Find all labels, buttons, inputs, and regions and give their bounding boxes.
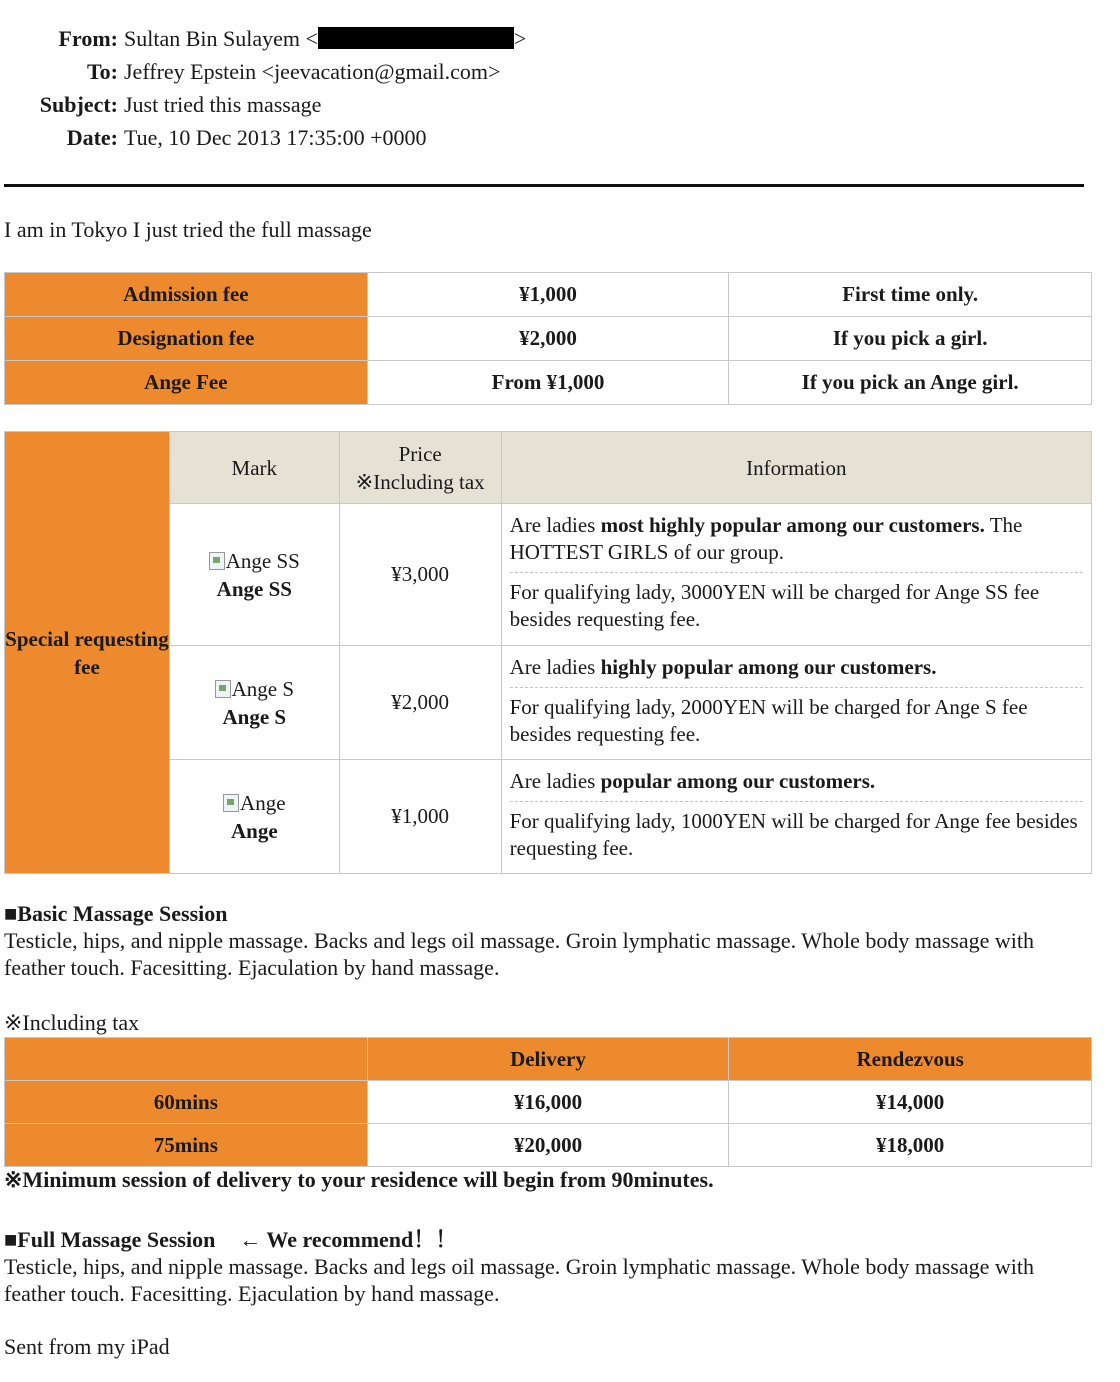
subject-row xyxy=(0,88,526,121)
info-cell xyxy=(501,646,1091,760)
fees-table xyxy=(4,272,1092,405)
basic-heading: ■Basic Massage Session xyxy=(4,901,228,926)
rendezvous-price: ¥14,000 xyxy=(729,1081,1092,1124)
date-label: Date: xyxy=(66,125,118,150)
col-header-info: Information xyxy=(501,432,1091,504)
col-header-blank xyxy=(5,1038,368,1081)
fee-price: From ¥1,000 xyxy=(367,361,729,405)
recommend-note: ← We recommend！！ xyxy=(239,1227,458,1252)
full-section xyxy=(4,1226,1094,1307)
info-bold: most highly popular among our customers. xyxy=(600,513,985,537)
info-pre: Are ladies xyxy=(509,513,601,537)
table-row xyxy=(5,1124,1092,1167)
subject-label: Subject: xyxy=(39,92,118,117)
from-end: > xyxy=(513,26,527,51)
fee-price: ¥1,000 xyxy=(367,273,729,317)
info-secondary: For qualifying lady, 1000YEN will be charged for Ange fee besides requesting fee. xyxy=(509,809,1078,860)
col-header-price xyxy=(339,432,501,504)
fee-note: If you pick a girl. xyxy=(729,317,1092,361)
email-header xyxy=(0,22,526,154)
fee-note: If you pick an Ange girl. xyxy=(729,361,1092,405)
col-header-price-2: ※Including tax xyxy=(355,469,485,494)
mark-cell xyxy=(169,504,339,646)
mark-name: Ange SS xyxy=(216,576,292,601)
info-pre: Are ladies xyxy=(509,769,601,793)
fee-label: Admission fee xyxy=(5,273,368,317)
tax-note: ※Including tax xyxy=(4,1010,140,1035)
info-primary xyxy=(510,646,1083,688)
info-cell xyxy=(501,760,1091,874)
delivery-price: ¥16,000 xyxy=(367,1081,729,1124)
full-heading-row xyxy=(4,1226,1094,1253)
info-bold: highly popular among our customers. xyxy=(600,655,937,679)
from-label: From: xyxy=(58,26,118,51)
special-fee-table xyxy=(4,431,1092,874)
special-side-label: Special requesting fee xyxy=(5,432,170,874)
duration-cell: 75mins xyxy=(5,1124,368,1167)
fee-note: First time only. xyxy=(729,273,1092,317)
table-row xyxy=(5,317,1092,361)
table-row xyxy=(5,273,1092,317)
duration-cell: 60mins xyxy=(5,1081,368,1124)
fee-label: Ange Fee xyxy=(5,361,368,405)
date-row xyxy=(0,121,526,154)
redaction-bar xyxy=(318,27,514,49)
mark-cell xyxy=(169,760,339,874)
col-header-rendezvous: Rendezvous xyxy=(729,1038,1092,1081)
info-secondary: For qualifying lady, 3000YEN will be charged for Ange SS fee besides requesting fee. xyxy=(509,580,1040,631)
mark-cell xyxy=(169,646,339,760)
broken-image-icon xyxy=(215,680,231,698)
from-row xyxy=(0,22,526,55)
signature: Sent from my iPad xyxy=(4,1334,170,1359)
table-header-row xyxy=(5,432,1092,504)
table-row xyxy=(5,361,1092,405)
to-row xyxy=(0,55,526,88)
basic-text: Testicle, hips, and nipple massage. Backs and legs oil massage. Groin lymphatic massage. Whole body massage with feather touch. Facesitting. Ejaculation by hand massage. xyxy=(4,928,1034,980)
fee-price: ¥2,000 xyxy=(367,317,729,361)
col-header-delivery: Delivery xyxy=(367,1038,729,1081)
broken-image-icon xyxy=(223,794,239,812)
to-value: Jeffrey Epstein <jeevacation@gmail.com> xyxy=(124,59,501,84)
price-cell: ¥3,000 xyxy=(339,504,501,646)
to-label: To: xyxy=(87,59,118,84)
info-primary xyxy=(510,504,1083,573)
info-post: The HOTTEST GIRLS of our group. xyxy=(509,513,1023,564)
col-header-price-1: Price xyxy=(398,441,442,466)
info-cell xyxy=(501,504,1091,646)
mark-name: Ange xyxy=(230,818,278,843)
header-divider xyxy=(4,184,1084,187)
info-primary xyxy=(510,760,1083,802)
from-value: Sultan Bin Sulayem < xyxy=(124,26,318,51)
image-alt-text: Ange xyxy=(240,790,286,815)
col-header-mark: Mark xyxy=(169,432,339,504)
image-alt-text: Ange SS xyxy=(225,548,300,573)
info-secondary: For qualifying lady, 2000YEN will be charged for Ange S fee besides requesting fee. xyxy=(509,695,1028,746)
info-bold: popular among our customers. xyxy=(600,769,876,793)
prices-table xyxy=(4,1037,1092,1167)
full-text: Testicle, hips, and nipple massage. Backs and legs oil massage. Groin lymphatic massage. Whole body massage with feather touch. Facesitting. Ejaculation by hand massage. xyxy=(4,1254,1034,1306)
image-alt-text: Ange S xyxy=(231,676,295,701)
price-cell: ¥2,000 xyxy=(339,646,501,760)
info-pre: Are ladies xyxy=(509,655,601,679)
intro-text: I am in Tokyo I just tried the full massage xyxy=(4,217,372,242)
delivery-price: ¥20,000 xyxy=(367,1124,729,1167)
mark-name: Ange S xyxy=(222,704,287,729)
table-row xyxy=(5,1081,1092,1124)
date-value: Tue, 10 Dec 2013 17:35:00 +0000 xyxy=(124,125,427,150)
price-cell: ¥1,000 xyxy=(339,760,501,874)
broken-image-icon xyxy=(209,552,225,570)
full-heading: ■Full Massage Session xyxy=(4,1227,216,1252)
basic-section xyxy=(4,900,1094,981)
table-header-row xyxy=(5,1038,1092,1081)
rendezvous-price: ¥18,000 xyxy=(729,1124,1092,1167)
fee-label: Designation fee xyxy=(5,317,368,361)
subject-value: Just tried this massage xyxy=(124,92,322,117)
minimum-session-note: ※Minimum session of delivery to your residence will begin from 90minutes. xyxy=(4,1167,714,1192)
